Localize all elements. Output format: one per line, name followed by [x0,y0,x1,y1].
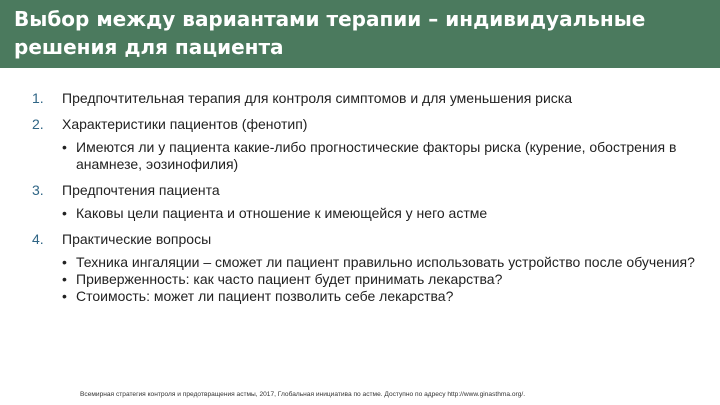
bullet-icon: • [62,271,67,287]
list-item [32,90,702,107]
title-bar [0,0,720,68]
sub-item [62,271,702,288]
sub-item-text: Имеются ли у пациента какие-либо прогностические факторы риска (курение, обострения в анамнезе, эозинофилия) [76,139,677,172]
bullet-icon: • [62,288,67,304]
list-item [32,231,702,305]
list-item [32,116,702,173]
bullet-icon: • [62,205,67,221]
sub-item [62,288,702,305]
item-number: 4. [32,231,44,247]
slide-content [32,90,702,314]
source-citation: Всемирная стратегия контроля и предотвращения астмы, 2017, Глобальная инициатива по астме. Доступно по адресу http://www.ginasthma.org/. [80,391,526,398]
sub-item [62,205,702,222]
bullet-icon: • [62,139,67,155]
item-number: 2. [32,116,44,132]
sub-item-text: Каковы цели пациента и отношение к имеющейся у него астме [76,205,488,221]
item-text: Характеристики пациентов (фенотип) [62,116,308,132]
slide-title [14,5,714,61]
list-item [32,182,702,222]
bullet-icon: • [62,254,67,270]
sub-item [62,254,702,271]
sub-item [62,139,702,173]
item-number: 1. [32,90,44,106]
slide-title-line-1: Выбор между вариантами терапии – индивидуальные [14,7,646,31]
item-text: Практические вопросы [62,231,212,247]
item-text: Предпочтительная терапия для контроля симптомов и для уменьшения риска [62,90,572,106]
item-number: 3. [32,182,44,198]
item-text: Предпочтения пациента [62,182,220,198]
slide-title-line-2: решения для пациента [14,35,284,59]
sub-item-text: Техника ингаляции – сможет ли пациент правильно использовать устройство после обучения? [76,254,695,270]
sub-item-text: Стоимость: может ли пациент позволить себе лекарства? [76,288,454,304]
sub-item-text: Приверженность: как часто пациент будет принимать лекарства? [76,271,503,287]
